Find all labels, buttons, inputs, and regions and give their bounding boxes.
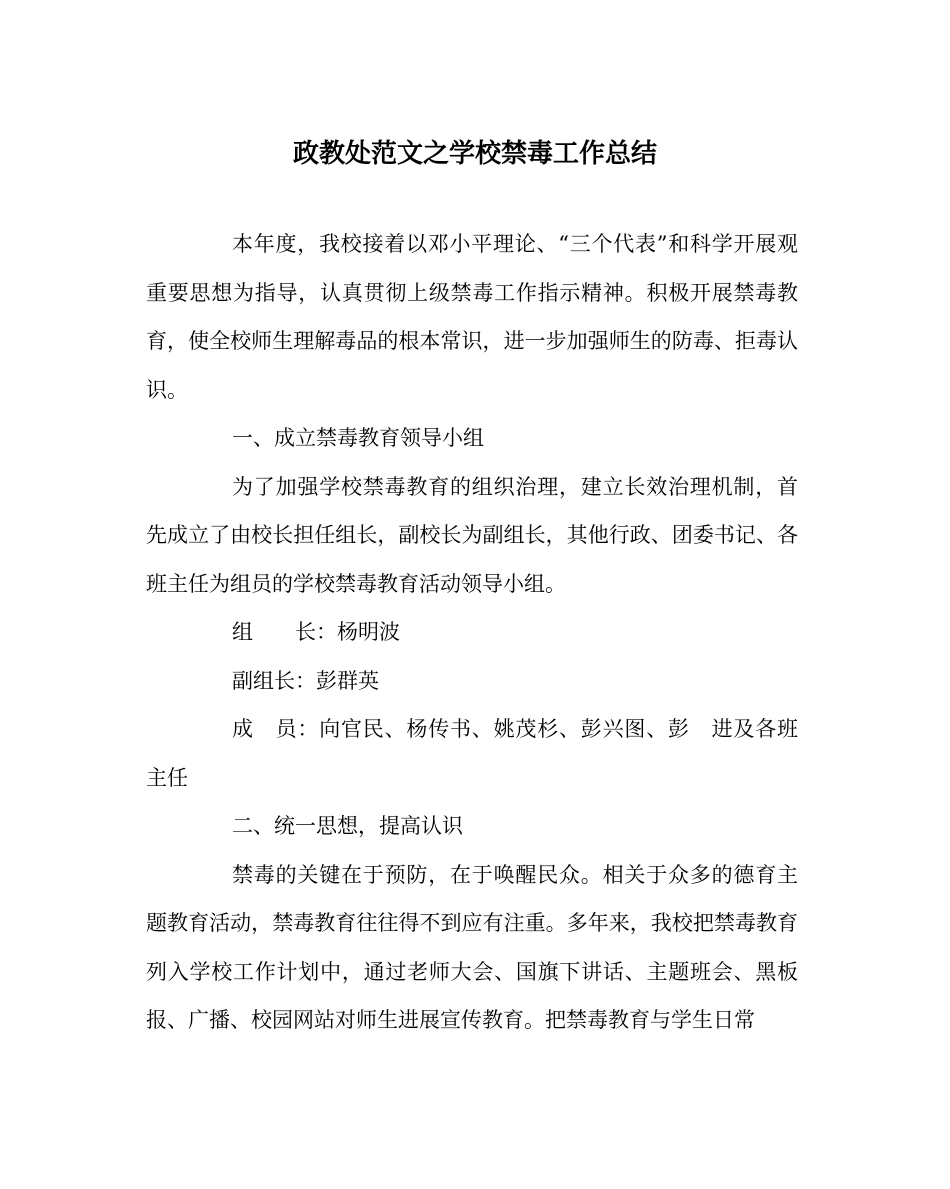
deputy-leader-line: 副组长：彭群英: [232, 668, 379, 693]
document-body: [146, 220, 798, 1045]
members-line: 成 员：向官民、杨传书、姚茂杉、彭兴图、彭 进及各班主任: [146, 717, 798, 790]
paragraph-section-1: 为了加强学校禁毒教育的组织治理，建立长效治理机制，首先成立了由校长担任组长，副校长为副组长，其他行政、团委书记、各班主任为组员的学校禁毒教育活动领导小组。: [146, 474, 798, 596]
section-heading-2: 二、统一思想，提高认识: [232, 814, 463, 838]
document-title: 政教处范文之学校禁毒工作总结: [292, 139, 657, 169]
section-heading-1: 一、成立禁毒教育领导小组: [232, 426, 484, 450]
paragraph-section-2: 禁毒的关键在于预防，在于唤醒民众。相关于众多的德育主题教育活动，禁毒教育往往得不到应有注重。多年来，我校把禁毒教育列入学校工作计划中，通过老师大会、国旗下讲话、主题班会、黑板报、广播、校园网站对师生进展宣传教育。把禁毒教育与学生日常: [146, 862, 798, 1032]
paragraph-intro: 本年度，我校接着以邓小平理论、“三个代表”和科学开展观重要思想为指导，认真贯彻上级禁毒工作指示精神。积极开展禁毒教育，使全校师生理解毒品的根本常识，进一步加强师生的防毒、拒毒认识。: [146, 232, 798, 402]
group-leader-line: 组 长：杨明波: [232, 620, 400, 644]
